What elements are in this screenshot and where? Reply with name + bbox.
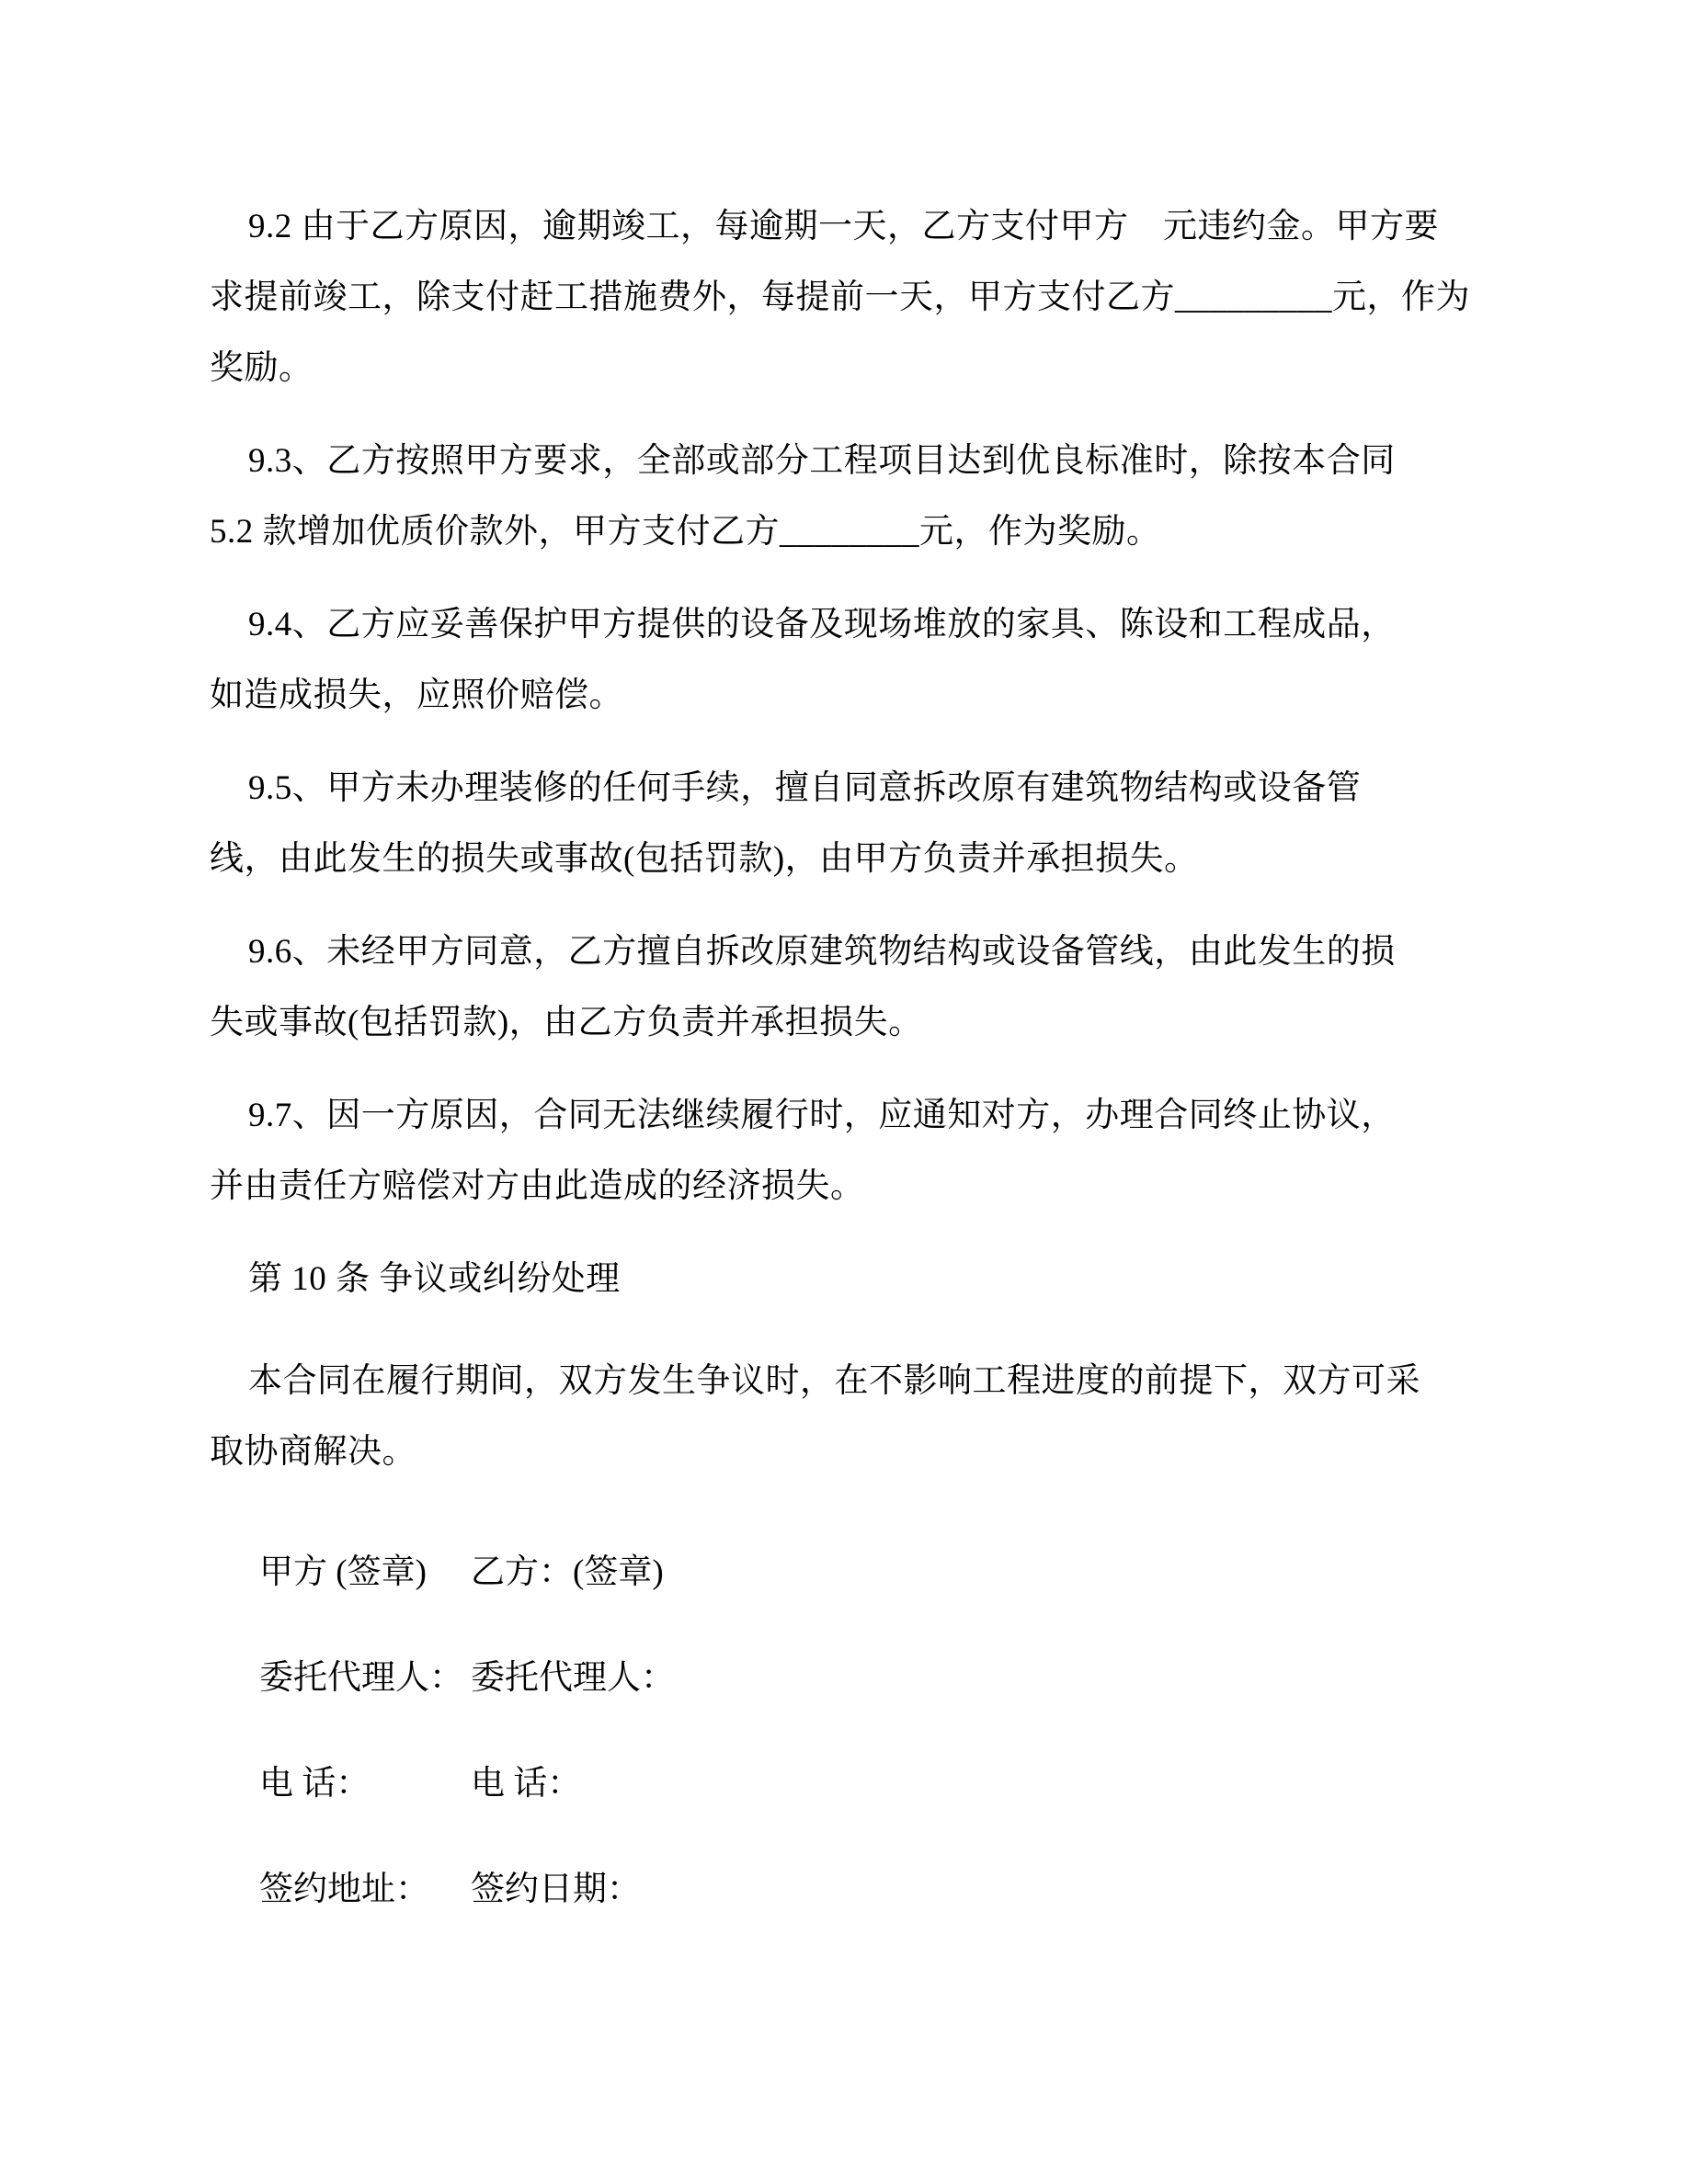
paragraph-line: 5.2 款增加优质价款外，甲方支付乙方________元，作为奖励。 — [210, 513, 1161, 551]
party-b-agent-label: 委托代理人： — [471, 1659, 675, 1697]
paragraph-line: 本合同在履行期间，双方发生争议时，在不影响工程进度的前提下，双方可采 — [248, 1362, 1420, 1400]
signature-row-agents — [210, 1643, 1550, 1713]
paragraph-line: 线，由此发生的损失或事故(包括罚款)，由甲方负责并承担损失。 — [210, 840, 1199, 878]
paragraph-line: 9.7、因一方原因，合同无法继续履行时，应通知对方，办理合同终止协议， — [248, 1097, 1396, 1134]
signature-row-phones — [210, 1748, 1550, 1819]
clause-9-5 — [210, 753, 1550, 894]
paragraph-line: 取协商解决。 — [210, 1433, 416, 1471]
clause-9-7 — [210, 1080, 1550, 1222]
paragraph-line: 9.6、未经甲方同意，乙方擅自拆改原建筑物结构或设备管线，由此发生的损 — [248, 933, 1396, 971]
paragraph-line: 如造成损失，应照价赔偿。 — [210, 677, 623, 714]
party-b-seal-label: 乙方：(签章) — [471, 1553, 664, 1591]
paragraph-line: 求提前竣工，除支付赶工措施费外，每提前一天，甲方支付乙方_________元，作为 — [210, 279, 1470, 316]
paragraph-line: 9.3、乙方按照甲方要求，全部或部分工程项目达到优良标准时，除按本合同 — [248, 442, 1396, 480]
signing-date-label: 签约日期： — [471, 1871, 641, 1908]
party-a-agent-label: 委托代理人： — [259, 1659, 463, 1697]
heading-line: 第 10 条 争议或纠纷处理 — [248, 1260, 621, 1298]
clause-10-heading — [210, 1244, 1550, 1314]
signature-row-parties — [210, 1537, 1550, 1608]
paragraph-line: 奖励。 — [210, 349, 314, 387]
clause-10-body — [210, 1346, 1550, 1487]
clause-9-6 — [210, 916, 1550, 1058]
party-b-phone-label: 电 话： — [471, 1765, 582, 1803]
paragraph-line: 9.4、乙方应妥善保护甲方提供的设备及现场堆放的家具、陈设和工程成品， — [248, 606, 1396, 643]
clause-9-3 — [210, 426, 1550, 567]
paragraph-line: 9.5、甲方未办理装修的任何手续，擅自同意拆改原有建筑物结构或设备管 — [248, 769, 1362, 807]
clause-9-4 — [210, 589, 1550, 731]
paragraph-line: 9.2 由于乙方原因，逾期竣工，每逾期一天，乙方支付甲方 元违约金。甲方要 — [248, 208, 1439, 245]
paragraph-line: 失或事故(包括罚款)，由乙方负责并承担损失。 — [210, 1004, 923, 1041]
signing-address-label: 签约地址： — [259, 1871, 429, 1908]
paragraph-line: 并由责任方赔偿对方由此造成的经济损失。 — [210, 1167, 865, 1205]
clause-9-2 — [210, 191, 1550, 404]
signature-row-place-date — [210, 1854, 1550, 1925]
party-a-seal-label: 甲方 (签章) — [259, 1553, 427, 1591]
party-a-phone-label: 电 话： — [259, 1765, 371, 1803]
